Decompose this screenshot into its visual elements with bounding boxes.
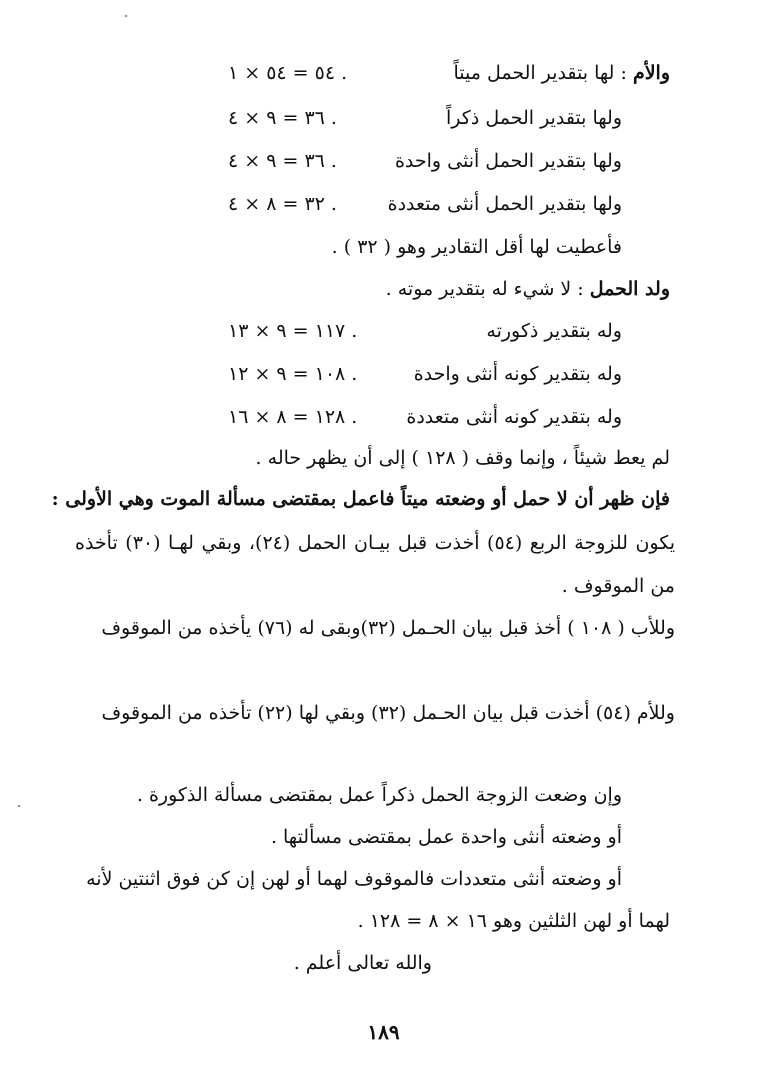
mother-paragraph: وللأم (٥٤) أخذت قبل بيان الحـمل (٣٢) وبقي لها (٢٢) تأخذه من الموقوف — [101, 702, 675, 724]
fetus-one-female-text: وله بتقدير كونه أنثى واحدة — [413, 363, 622, 385]
mother-one-female-calc: . ٣٦ = ٩ × ٤ — [228, 150, 337, 172]
mother-one-female-text: ولها بتقدير الحمل أنثى واحدة — [394, 150, 622, 172]
fetus-multi-female-text: وله بتقدير كونه أنثى متعددة — [406, 406, 622, 428]
page-number: ١٨٩ — [367, 1020, 400, 1044]
fetus-dead-text: : لا شيء له بتقدير موته . — [385, 278, 584, 300]
fetus-male-text: وله بتقدير ذكورته — [486, 320, 622, 342]
one-female-birth-text: أو وضعته أنثى واحدة عمل بمقتضى مسألتها . — [270, 826, 622, 848]
wife-paragraph: يكون للزوجة الربع (٥٤) أخذت قبل بيـان الحمل (٢٤)، وبقي لهـا (٣٠) تأخذه من الموقوف . — [75, 532, 676, 597]
mother-male-calc: . ٣٦ = ٩ × ٤ — [228, 107, 337, 129]
male-birth-text: وإن وضعت الزوجة الحمل ذكراً عمل بمقتضى مسألة الذكورة . — [136, 784, 622, 806]
scan-speck — [18, 805, 20, 807]
no-fetus-heading: فإن ظهر أن لا حمل أو وضعته ميتاً فاعمل بمقتضى مسألة الموت وهي الأولى : — [51, 488, 670, 510]
mother-male-text: ولها بتقدير الحمل ذكراً — [446, 107, 622, 129]
fetus-label: ولد الحمل — [589, 278, 670, 300]
mother-label: والأم — [632, 62, 670, 84]
mother-given-text: فأعطيت لها أقل التقادير وهو ( ٣٢ ) . — [331, 236, 622, 258]
scan-speck — [125, 15, 127, 17]
mother-dead-calc: . ٥٤ = ٥٤ × ١ — [228, 62, 348, 84]
fetus-one-female-calc: . ١٠٨ = ٩ × ١٢ — [228, 363, 358, 385]
two-thirds-text: لهما أو لهن الثلثين وهو ١٦ × ٨ = ١٢٨ . — [357, 910, 670, 932]
closing-text: والله تعالى أعلم . — [293, 952, 432, 974]
mother-multi-female-calc: . ٣٢ = ٨ × ٤ — [228, 193, 337, 215]
multi-female-birth-text: أو وضعته أنثى متعددات فالموقوف لهما أو لهن إن كن فوق اثنتين لأنه — [86, 868, 622, 890]
mother-dead-text: : لها بتقدير الحمل ميتاً — [453, 62, 627, 84]
fetus-reserve-text: لم يعط شيئاً ، وإنما وقف ( ١٢٨ ) إلى أن يظهر حاله . — [255, 447, 670, 469]
fetus-multi-female-calc: . ١٢٨ = ٨ × ١٦ — [228, 406, 358, 428]
father-paragraph: وللأب ( ١٠٨ ) أخذ قبل بيان الحـمل (٣٢)وبقى له (٧٦) يأخذه من الموقوف — [101, 617, 675, 639]
mother-line — [453, 58, 670, 88]
fetus-male-calc: . ١١٧ = ٩ × ١٣ — [228, 320, 358, 342]
fetus-line — [386, 274, 670, 304]
mother-multi-female-text: ولها بتقدير الحمل أنثى متعددة — [387, 193, 622, 215]
